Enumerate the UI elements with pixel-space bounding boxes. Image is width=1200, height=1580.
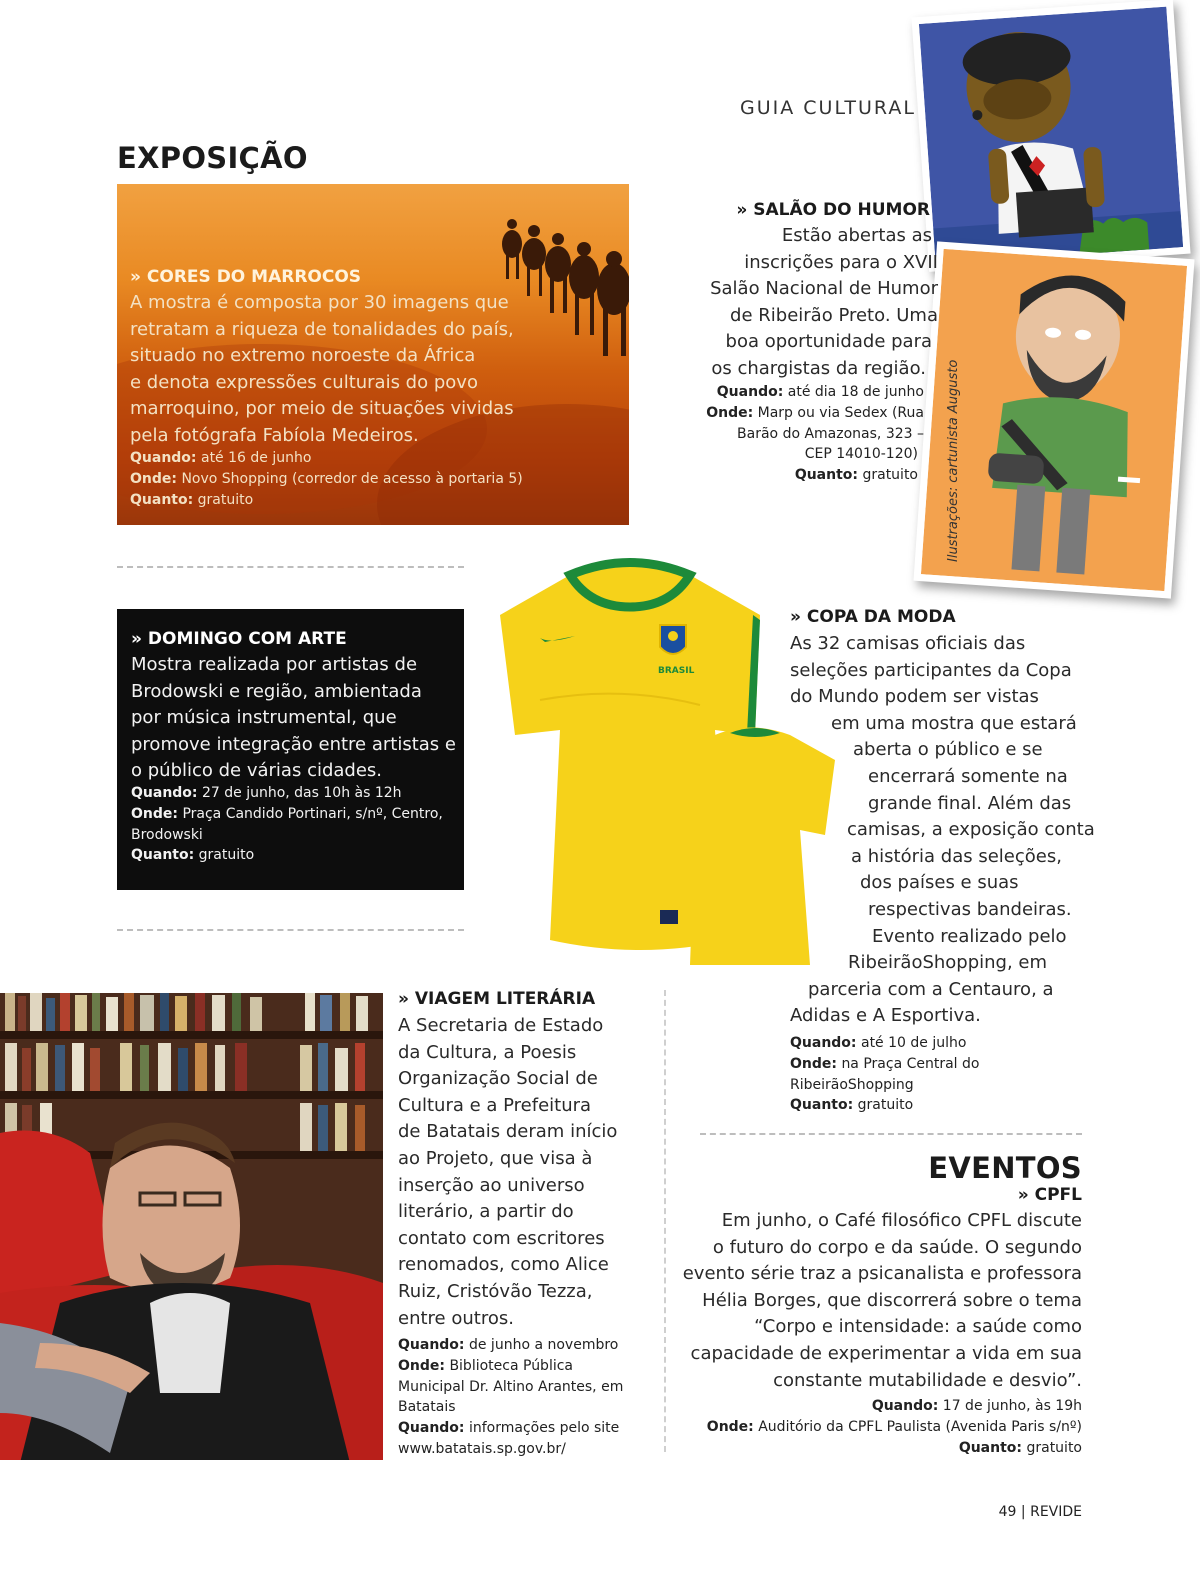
section-title-exposicao: EXPOSIÇÃO [117, 141, 308, 175]
viagem-line: A Secretaria de Estado [398, 1015, 604, 1036]
value-quanto: gratuito [198, 847, 255, 864]
value-onde: na Praça Central do [841, 1055, 980, 1072]
cores-body [130, 290, 625, 450]
item-title-cpfl: » CPFL [1017, 1185, 1082, 1205]
copa-line: em uma mostra que estará [831, 712, 1077, 734]
salao-line: Salão Nacional de Humor [710, 278, 938, 300]
domingo-line: Brodowski e região, ambientada [131, 680, 422, 702]
salao-line: Estão abertas as [781, 225, 932, 246]
item-title-viagem-literaria: » VIAGEM LITERÁRIA [398, 989, 596, 1009]
domingo-line: por música instrumental, que [131, 707, 397, 729]
writer-photo [0, 993, 383, 1460]
label-onde: Onde: [706, 1418, 754, 1435]
value-onde-line2: RibeirãoShopping [790, 1076, 914, 1093]
eventos-body [682, 1208, 1082, 1394]
viagem-line: Ruiz, Cristóvão Tezza, [398, 1280, 593, 1302]
value-onde-line3: Batatais [398, 1399, 456, 1416]
label-quanto: Quanto: [958, 1439, 1023, 1456]
label-quando: Quando: [871, 1398, 939, 1414]
copa-line: RibeirãoShopping, em [848, 952, 1048, 974]
salao-info [624, 382, 924, 486]
viagem-line: Cultura e a Prefeitura [398, 1094, 592, 1116]
copa-line: As 32 camisas oficiais das [790, 633, 1026, 654]
salao-line: inscrições para o XVII [744, 251, 938, 273]
viagem-line: de Batatais deram início [398, 1121, 618, 1143]
eventos-line: Em junho, o Café filosófico CPFL discute [721, 1210, 1082, 1231]
cartoon-illustration-top [911, 0, 1190, 272]
domingo-body [131, 652, 461, 785]
domingo-line: o público de várias cidades. [131, 760, 383, 782]
value-quando: até 10 de julho [860, 1035, 967, 1051]
label-quanto: Quanto: [131, 847, 195, 864]
copa-line: seleções participantes da Copa [790, 659, 1072, 681]
domingo-com-arte-box [117, 609, 464, 890]
value-onde: Auditório da CPFL Paulista (Avenida Paris s/nº) [758, 1418, 1082, 1435]
divider [117, 929, 464, 931]
value-quando-2: informações pelo site [468, 1420, 620, 1437]
label-onde: Onde: [790, 1055, 837, 1072]
value-onde: Biblioteca Pública [449, 1357, 574, 1374]
domingo-line: promove integração entre artistas e [131, 733, 456, 755]
label-onde: Onde: [398, 1357, 445, 1374]
eventos-info [682, 1396, 1082, 1458]
page-footer [999, 1504, 1082, 1520]
value-quanto: gratuito [862, 467, 918, 484]
label-quando: Quando: [790, 1035, 857, 1051]
label-quando: Quando: [716, 384, 784, 400]
value-quanto: gratuito [857, 1097, 914, 1114]
copa-line: aberta o público e se [853, 739, 1043, 761]
section-label-guia-cultural: GUIA CULTURAL [740, 97, 916, 119]
cores-line: marroquino, por meio de situações vividas [130, 398, 514, 420]
cartoon-man-figure [919, 7, 1183, 265]
copa-line: Evento realizado pelo [872, 925, 1067, 947]
value-onde: Praça Candido Portinari, s/nº, Centro, [182, 805, 443, 822]
copa-line: respectivas bandeiras. [868, 899, 1072, 920]
viagem-line: literário, a partir do [398, 1201, 574, 1223]
viagem-info [398, 1335, 660, 1460]
eventos-line: capacidade de experimentar a vida em sua [690, 1342, 1082, 1364]
copa-info [790, 1033, 1090, 1116]
copa-line: parceria com a Centauro, a [808, 978, 1054, 1000]
eventos-line: Hélia Borges, que discorrerá sobre o tema [702, 1289, 1082, 1311]
viagem-line: entre outros. [398, 1307, 514, 1329]
cores-line: pela fotógrafa Fabíola Medeiros. [130, 424, 419, 446]
shirt-brasil-text: BRASIL [658, 666, 695, 676]
writer-with-bookshelf-image [0, 993, 383, 1460]
footer-separator: | [1020, 1504, 1026, 1520]
viagem-line: da Cultura, a Poesis [398, 1041, 577, 1063]
cores-line: retratam a riqueza de tonalidades do país, [130, 318, 514, 340]
value-quanto: gratuito [1026, 1439, 1082, 1456]
salao-line: boa oportunidade para [725, 331, 932, 353]
label-quanto: Quanto: [790, 1097, 854, 1114]
eventos-line: “Corpo e intensidade: a saúde como [754, 1316, 1082, 1338]
value-onde: Marp ou via Sedex (Rua [757, 404, 924, 421]
copa-line: camisas, a exposição conta [847, 819, 1095, 841]
illustration-credit: Ilustrações: cartunista Augusto [946, 359, 961, 562]
copa-line: a história das seleções, [851, 845, 1062, 867]
viagem-body [398, 1013, 658, 1332]
salao-line: de Ribeirão Preto. Uma [730, 304, 938, 326]
domingo-info [131, 783, 461, 866]
magazine-name: REVIDE [1030, 1504, 1082, 1520]
copa-line: do Mundo podem ser vistas [790, 686, 1039, 708]
value-quando: até dia 18 de junho [787, 384, 924, 400]
label-quando: Quando: [131, 785, 198, 801]
label-quando-2: Quando: [398, 1420, 465, 1437]
eventos-line: o futuro do corpo e da saúde. O segundo [712, 1236, 1082, 1258]
eventos-line: evento série traz a psicanalista e professora [682, 1263, 1082, 1285]
label-quanto: Quanto: [130, 491, 194, 508]
viagem-line: renomados, como Alice [398, 1254, 609, 1276]
item-title-domingo-com-arte: » DOMINGO COM ARTE [131, 629, 347, 649]
viagem-line: Organização Social de [398, 1068, 598, 1090]
copa-line: dos países e suas [860, 872, 1019, 894]
value-quando: 17 de junho, às 19h [942, 1398, 1082, 1414]
divider [700, 1133, 1082, 1135]
copa-line: encerrará somente na [868, 766, 1068, 787]
label-onde: Onde: [130, 470, 177, 487]
viagem-line: ao Projeto, que visa à [398, 1147, 593, 1169]
label-quando: Quando: [130, 450, 197, 466]
label-quando: Quando: [398, 1337, 465, 1353]
copa-line: Adidas e A Esportiva. [790, 1005, 981, 1027]
cores-line: A mostra é composta por 30 imagens que [130, 292, 509, 313]
value-quando: até 16 de junho [200, 450, 312, 466]
page-number: 49 [998, 1504, 1017, 1520]
salao-line: os chargistas da região. [711, 357, 926, 379]
value-quando: 27 de junho, das 10h às 12h [201, 785, 402, 801]
divider [117, 566, 464, 568]
viagem-line: inserção ao universo [398, 1174, 585, 1196]
label-quanto: Quanto: [794, 467, 859, 484]
cores-do-marrocos-photo [117, 184, 629, 525]
copa-line: grande final. Além das [868, 792, 1072, 814]
viagem-line: contato com escritores [398, 1227, 605, 1249]
value-quando: de junho a novembro [468, 1337, 619, 1353]
item-title-cores-do-marrocos: » CORES DO MARROCOS [130, 267, 362, 287]
value-onde-line2: Barão do Amazonas, 323 – [737, 425, 924, 442]
divider-vertical [664, 990, 666, 1452]
domingo-line: Mostra realizada por artistas de [131, 654, 418, 675]
label-onde: Onde: [131, 805, 178, 822]
label-onde: Onde: [706, 404, 754, 421]
cores-line: e denota expressões culturais do povo [130, 371, 478, 393]
item-title-copa-da-moda: » COPA DA MODA [790, 607, 956, 627]
site-link[interactable]: www.batatais.sp.gov.br/ [398, 1440, 566, 1457]
value-onde-line2: Brodowski [131, 826, 203, 843]
item-title-salao-do-humor: » SALÃO DO HUMOR [736, 200, 930, 220]
value-onde: Novo Shopping (corredor de acesso à portaria 5) [181, 470, 523, 487]
cores-info [130, 448, 625, 510]
value-onde-line3: CEP 14010-120) [804, 446, 918, 463]
value-quanto: gratuito [197, 491, 254, 508]
value-onde-line2: Municipal Dr. Altino Arantes, em [398, 1378, 624, 1395]
salao-body [638, 223, 938, 383]
cores-line: situado no extremo noroeste da África [130, 345, 476, 367]
eventos-line: constante mutabilidade e desvio”. [773, 1369, 1082, 1391]
section-title-eventos: EVENTOS [928, 1151, 1082, 1185]
